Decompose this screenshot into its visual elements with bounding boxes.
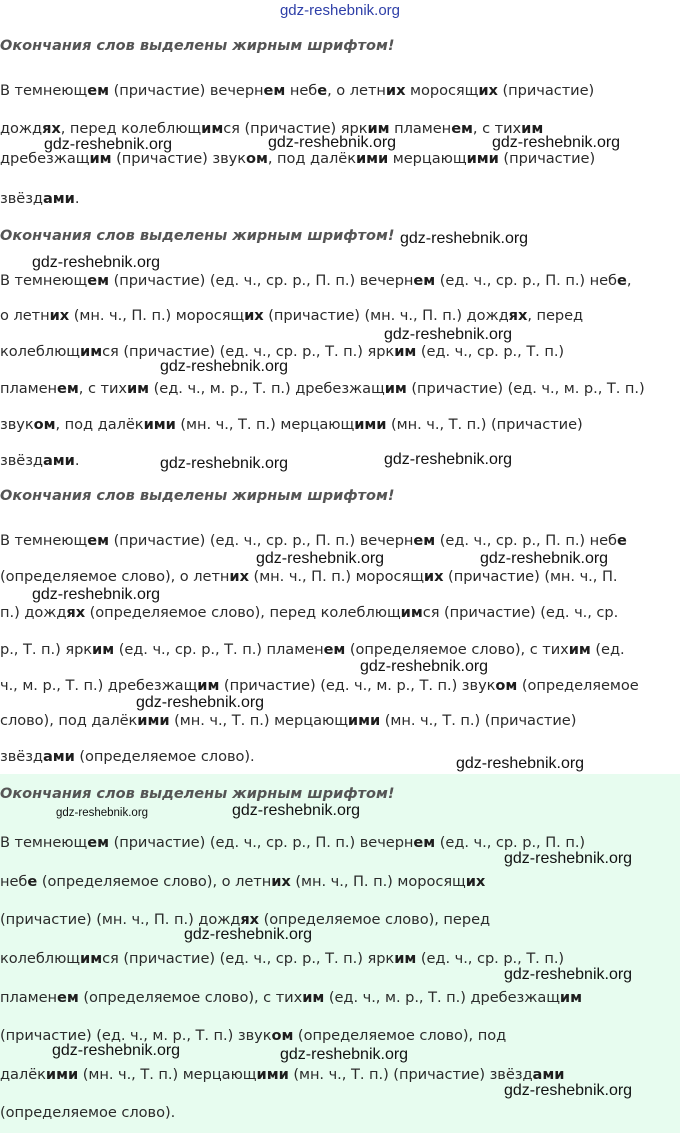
text-run: (причастие) (ед. ч., м. р., Т. п.) звук [0, 1027, 272, 1044]
site-watermark: gdz-reshebnik.org [400, 230, 529, 247]
site-watermark: gdz-reshebnik.org [44, 136, 173, 153]
word-ending: е [617, 272, 627, 289]
text-run: , с тих [78, 380, 127, 397]
word-ending: ем [57, 380, 79, 397]
answer-line [0, 307, 680, 324]
text-run: моросящ [405, 82, 479, 99]
word-ending: ем [87, 272, 109, 289]
word-ending: им [80, 343, 103, 360]
text-run: (причастие) (ед. ч., м. р., Т. п.) [406, 380, 645, 397]
site-watermark: gdz-reshebnik.org [160, 358, 289, 375]
text-run: (ед. ч., ср. р., П. п.) неб [435, 272, 618, 289]
answer-line [0, 834, 680, 851]
text-run: р., Т. п.) ярк [0, 641, 93, 658]
word-ending: ими [256, 1066, 289, 1083]
text-run: дожд [0, 120, 43, 137]
text-run: (мн. ч., Т. п.) (причастие) звёзд [288, 1066, 533, 1083]
text-run: (определяемое слово), перед колеблющ [85, 604, 401, 621]
text-run: звук [0, 416, 34, 433]
section-heading: Окончания слов выделены жирным шрифтом! [0, 38, 395, 54]
text-run: (ед. ч., ср. р., Т. п.) [416, 343, 565, 360]
word-ending: их [465, 873, 486, 890]
word-ending: их [229, 568, 249, 585]
text-run: (определяемое [517, 677, 639, 694]
text-run: пламен [0, 989, 58, 1006]
text-run: ся (причастие) ярк [223, 120, 368, 137]
text-run: (определяемое слово). [74, 748, 255, 765]
text-run: пламен [389, 120, 452, 137]
word-ending: ом [271, 1027, 294, 1044]
answer-line [0, 604, 680, 621]
word-ending: ях [42, 120, 61, 137]
text-run: звёзд [0, 452, 43, 469]
word-ending: их [244, 307, 264, 324]
text-run: колеблющ [0, 343, 81, 360]
text-run: (мн. ч., Т. п.) (причастие) [380, 712, 577, 729]
word-ending: им [394, 950, 417, 967]
word-ending: им [367, 120, 390, 137]
answer-line [0, 272, 680, 289]
text-run: (ед. ч., м. р., Т. п.) дребезжащ [149, 380, 385, 397]
word-ending: их [423, 568, 444, 585]
word-ending: ях [66, 604, 86, 621]
text-run: (мн. ч., Т. п.) мерцающ [78, 1066, 257, 1083]
text-run: (определяемое слово), с тих [345, 641, 569, 658]
text-run: , перед колеблющ [60, 120, 202, 137]
text-run: , под далёк [267, 150, 356, 167]
word-ending: ом [246, 150, 268, 167]
word-ending: ом [33, 416, 56, 433]
text-run: мерцающ [388, 150, 467, 167]
answer-line [0, 712, 680, 729]
word-ending: им [394, 343, 417, 360]
answer-line [0, 911, 680, 928]
word-ending: ем [451, 120, 473, 137]
site-watermark: gdz-reshebnik.org [56, 807, 149, 819]
word-ending: ими [354, 416, 387, 433]
text-run: п.) дожд [0, 604, 67, 621]
site-watermark: gdz-reshebnik.org [32, 254, 161, 271]
text-run: неб [285, 82, 318, 99]
word-ending: ими [45, 1066, 79, 1083]
word-ending: им [197, 677, 220, 694]
word-ending: им [92, 641, 115, 658]
word-ending: им [559, 989, 582, 1006]
answer-line [0, 1066, 680, 1083]
text-run: . [74, 190, 80, 207]
word-ending: ими [355, 150, 389, 167]
word-ending: ом [495, 677, 518, 694]
section-heading: Окончания слов выделены жирным шрифтом! [0, 488, 395, 504]
text-run: , о летн [327, 82, 386, 99]
text-run: , под далёк [55, 416, 144, 433]
word-ending: ем [57, 989, 79, 1006]
word-ending: ами [42, 748, 75, 765]
site-watermark: gdz-reshebnik.org [268, 134, 397, 151]
answer-line [0, 532, 680, 549]
text-run: (мн. ч., Т. п.) мерцающ [169, 712, 348, 729]
text-run: (причастие) звук [111, 150, 247, 167]
text-run: (причастие) (ед. ч., ср. р., П. п.) вечерн [108, 272, 414, 289]
text-run: В темнеющ [0, 532, 88, 549]
site-watermark: gdz-reshebnik.org [136, 694, 265, 711]
text-run: ч., м. р., Т. п.) дребезжащ [0, 677, 198, 694]
text-run: (ед. ч., ср. р., Т. п.) [416, 950, 565, 967]
text-run: (причастие) (мн. ч., П. [443, 568, 618, 585]
answer-line [0, 873, 680, 890]
text-run: (мн. ч., Т. п.) мерцающ [175, 416, 355, 433]
word-ending: е [27, 873, 38, 890]
word-ending: ими [143, 416, 176, 433]
answer-line [0, 641, 680, 658]
text-run: дребезжащ [0, 150, 90, 167]
site-watermark: gdz-reshebnik.org [52, 1042, 181, 1059]
answer-line [0, 416, 680, 433]
site-watermark: gdz-reshebnik.org [504, 966, 633, 983]
word-ending: ях [240, 911, 260, 928]
text-run: (причастие) [497, 82, 595, 99]
answer-line [0, 1104, 680, 1121]
text-run: (причастие) (мн. ч., П. п.) дожд [263, 307, 509, 324]
word-ending: им [127, 380, 150, 397]
answer-line [0, 380, 680, 397]
text-run: (ед. ч., м. р., Т. п.) дребезжащ [324, 989, 560, 1006]
text-run: ся (причастие) (ед. ч., ср. [422, 604, 619, 621]
text-run: неб [0, 873, 28, 890]
text-run: (причастие) (ед. ч., ср. р., П. п.) вечерн [108, 834, 414, 851]
word-ending: ем [263, 82, 286, 99]
word-ending: ем [87, 834, 109, 851]
word-ending: им [89, 150, 112, 167]
answer-line [0, 190, 680, 207]
text-run: В темнеющ [0, 82, 88, 99]
text-run: (ед. [590, 641, 625, 658]
word-ending: ем [323, 641, 346, 658]
text-run: ся (причастие) (ед. ч., ср. р., Т. п.) ярк [102, 343, 395, 360]
word-ending: ем [87, 532, 109, 549]
word-ending: их [385, 82, 406, 99]
text-run: (причастие) (ед. ч., м. р., Т. п.) звук [219, 677, 496, 694]
text-run: , перед [527, 307, 584, 324]
section-heading: Окончания слов выделены жирным шрифтом! [0, 786, 395, 802]
site-watermark: gdz-reshebnik.org [504, 1082, 633, 1099]
answer-line [0, 452, 680, 469]
answer-line [0, 677, 680, 694]
text-run: (причастие) вечерн [108, 82, 264, 99]
word-ending: их [49, 307, 70, 324]
word-ending: е [317, 82, 328, 99]
text-run: (мн. ч., Т. п.) (причастие) [386, 416, 583, 433]
text-run: В темнеющ [0, 834, 88, 851]
word-ending: их [271, 873, 291, 890]
site-watermark: gdz-reshebnik.org [184, 926, 313, 943]
word-ending: ем [413, 272, 436, 289]
word-ending: ими [137, 712, 170, 729]
text-run: , [626, 272, 632, 289]
text-run: (причастие) [498, 150, 596, 167]
site-watermark: gdz-reshebnik.org [32, 586, 161, 603]
word-ending: ами [532, 1066, 565, 1083]
word-ending: им [384, 380, 407, 397]
site-watermark: gdz-reshebnik.org [480, 550, 609, 567]
text-run: В темнеющ [0, 272, 88, 289]
text-run: колеблющ [0, 950, 81, 967]
site-watermark: gdz-reshebnik.org [160, 455, 289, 472]
answer-line [0, 568, 680, 585]
text-run: (мн. ч., П. п.) моросящ [69, 307, 245, 324]
word-ending: ем [413, 834, 436, 851]
text-run: о летн [0, 307, 50, 324]
text-run: (определяемое слово), о летн [37, 873, 272, 890]
word-ending: им [80, 950, 103, 967]
word-ending: им [302, 989, 325, 1006]
word-ending: е [617, 532, 627, 549]
site-watermark: gdz-reshebnik.org [232, 802, 361, 819]
word-ending: им [400, 604, 423, 621]
text-run: . [74, 452, 80, 469]
text-run: (определяемое слово). [0, 1104, 176, 1121]
text-run: далёк [0, 1066, 46, 1083]
answer-line [0, 82, 680, 99]
text-run: звёзд [0, 190, 43, 207]
text-run: (определяемое слово), под [293, 1027, 507, 1044]
text-run: (ед. ч., ср. р., П. п.) [435, 834, 586, 851]
answer-line [0, 950, 680, 967]
text-run: (причастие) (ед. ч., ср. р., П. п.) вечерн [108, 532, 414, 549]
text-run: (определяемое слово), перед [259, 911, 491, 928]
site-watermark: gdz-reshebnik.org [504, 850, 633, 867]
site-watermark: gdz-reshebnik.org [384, 326, 513, 343]
site-watermark-top: gdz-reshebnik.org [279, 2, 401, 19]
text-run: (определяемое слово), о летн [0, 568, 230, 585]
word-ending: ами [42, 452, 75, 469]
word-ending: ами [42, 190, 75, 207]
word-ending: их [478, 82, 498, 99]
text-run: (ед. ч., ср. р., Т. п.) пламен [114, 641, 324, 658]
site-watermark: gdz-reshebnik.org [456, 755, 585, 772]
word-ending: им [521, 120, 544, 137]
word-ending: ях [508, 307, 528, 324]
site-watermark: gdz-reshebnik.org [256, 550, 385, 567]
section-heading: Окончания слов выделены жирным шрифтом! [0, 228, 395, 244]
site-watermark: gdz-reshebnik.org [384, 451, 513, 468]
word-ending: ем [413, 532, 436, 549]
site-watermark: gdz-reshebnik.org [492, 134, 621, 151]
text-run: (причастие) (мн. ч., П. п.) дожд [0, 911, 241, 928]
answer-line [0, 989, 680, 1006]
word-ending: ем [87, 82, 109, 99]
site-watermark: gdz-reshebnik.org [280, 1046, 409, 1063]
word-ending: им [201, 120, 224, 137]
text-run: слово), под далёк [0, 712, 138, 729]
answer-line [0, 343, 680, 360]
text-run: звёзд [0, 748, 43, 765]
text-run: (мн. ч., П. п.) моросящ [290, 873, 466, 890]
word-ending: им [568, 641, 591, 658]
word-ending: ими [466, 150, 499, 167]
text-run: , с тих [472, 120, 522, 137]
text-run: (определяемое слово), с тих [78, 989, 303, 1006]
site-watermark: gdz-reshebnik.org [360, 658, 489, 675]
text-run: пламен [0, 380, 58, 397]
text-run: ся (причастие) (ед. ч., ср. р., Т. п.) ярк [102, 950, 395, 967]
text-run: (ед. ч., ср. р., П. п.) неб [435, 532, 618, 549]
text-run: (мн. ч., П. п.) моросящ [248, 568, 424, 585]
word-ending: ими [347, 712, 381, 729]
